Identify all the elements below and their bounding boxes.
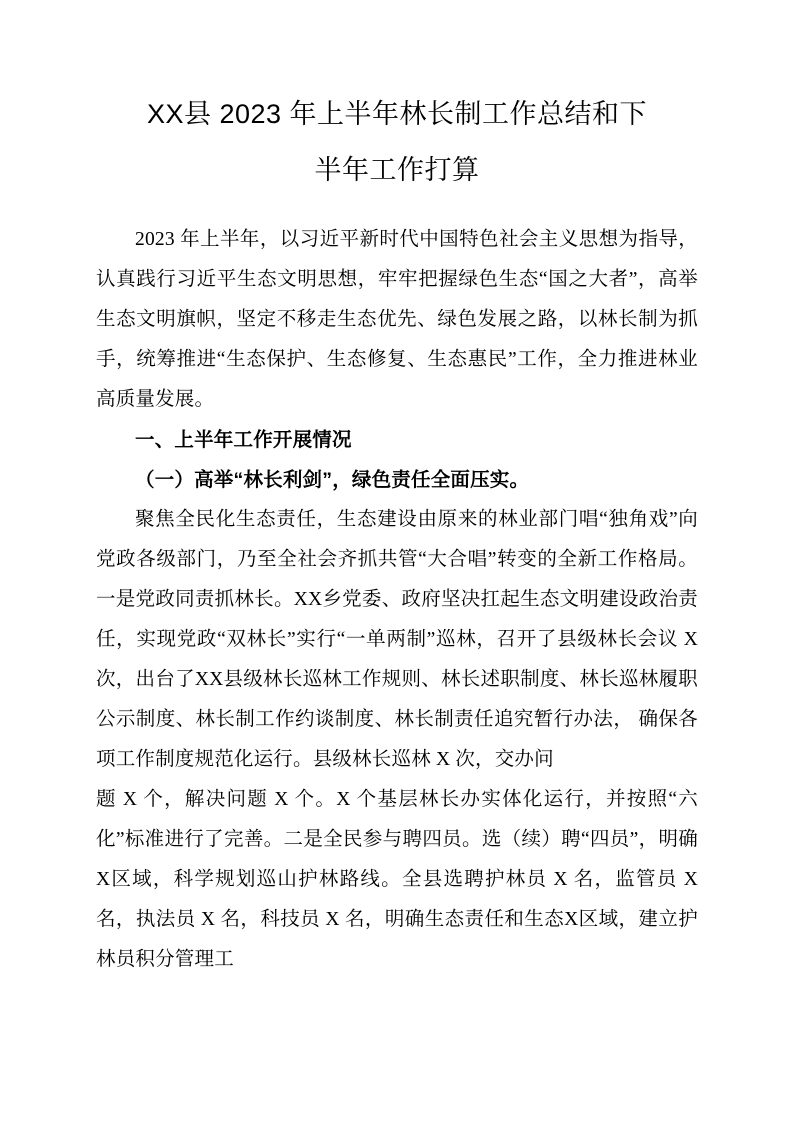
document-body xyxy=(96,220,698,980)
page-title-line-2: 半年工作打算 xyxy=(314,155,480,185)
page-title-line-1: XX县 2023 年上半年林长制工作总结和下 xyxy=(146,99,648,129)
page-title xyxy=(96,86,698,198)
paragraph-body-one: 聚焦全民化生态责任，生态建设由原来的林业部门唱“独角戏”向党政各级部门，乃至全社会齐抓共管“大合唱”转变的全新工作格局。一是党政同责抓林长。XX乡党委、政府坚决扛起生态文明建设政治责任，实现党政“双林长”实行“一单两制”巡林，召开了县级林长会议 X 次，出台了XX县级林长巡林工作规则、林长述职制度、林长巡林履职公示制度、林长制工作约谈制度、林长制责任追究暂行办法， 确保各项工作制度规范化运行。县级林长巡林 X 次，交办问 xyxy=(96,509,698,770)
heading-subsection-one: （一）高举“林长利剑”，绿色责任全面压实。 xyxy=(135,469,530,491)
paragraph-body-two: 题 X 个，解决问题 X 个。X 个基层林长办实体化运行，并按照“六化”标准进行了完善。二是全民参与聘四员。选（续）聘“四员”，明确X区域，科学规划巡山护林路线。全县选聘护林员 X 名，监管员 X 名，执法员 X 名，科技员 X 名，明确生态责任和生态X区域，建立护林员积分管理工 xyxy=(96,789,698,970)
heading-section-one: 一、上半年工作开展情况 xyxy=(135,429,352,451)
paragraph-intro: 2023 年上半年，以习近平新时代中国特色社会主义思想为指导，认真践行习近平生态文明思想，牢牢把握绿色生态“国之大者”，高举生态文明旗帜，坚定不移走生态优先、绿色发展之路，以林长制为抓手，统筹推进“生态保护、生态修复、生态惠民”工作，全力推进林业高质量发展。 xyxy=(96,229,698,410)
